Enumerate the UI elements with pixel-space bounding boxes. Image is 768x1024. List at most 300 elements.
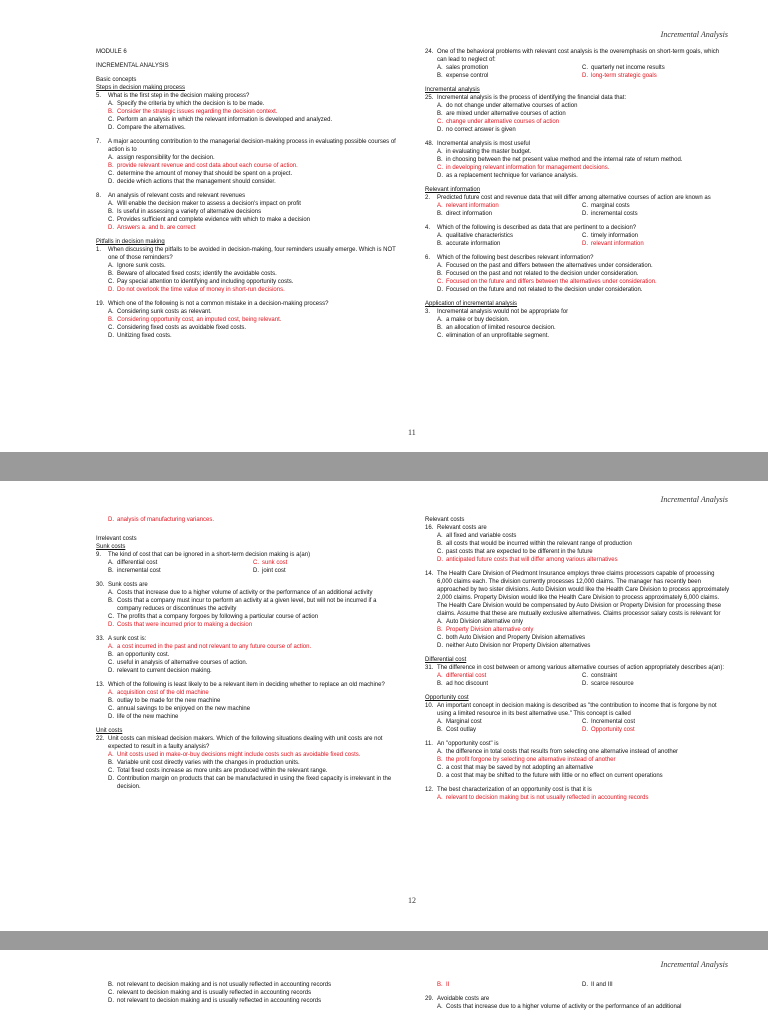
option-text: Costs that increase due to a higher volume of activity or the performance of an additional activity <box>117 590 373 596</box>
option <box>96 200 401 208</box>
question <box>425 702 730 734</box>
question <box>425 48 730 80</box>
option-text: Focused on the past and differs between the alternatives under consideration. <box>446 263 653 269</box>
answer-option <box>96 286 401 294</box>
option <box>96 332 401 340</box>
option-text: constraint <box>591 673 618 679</box>
question-stem <box>425 995 730 1003</box>
option-text: differential cost <box>446 673 487 679</box>
question-number: 7. <box>96 139 102 145</box>
options-row <box>425 672 730 680</box>
option <box>96 667 401 675</box>
option-text: annual savings to be enjoyed on the new machine <box>117 706 251 712</box>
option-letter: D. <box>108 125 114 131</box>
option-letter: B. <box>437 271 443 277</box>
option <box>96 713 401 721</box>
answer-option <box>437 672 582 680</box>
question-number: 12. <box>425 787 434 793</box>
option-text: Opportunity cost <box>591 727 635 733</box>
option <box>437 232 582 240</box>
option-letter: B. <box>437 241 443 247</box>
answer-option <box>425 118 730 126</box>
answer-option <box>96 621 401 629</box>
option-letter: A. <box>437 1004 443 1010</box>
question <box>425 995 730 1011</box>
option-text: joint cost <box>262 568 286 574</box>
question-number: 3. <box>425 309 431 315</box>
option-text: life of the new machine <box>117 714 179 720</box>
option-text: scarce resource <box>591 681 634 687</box>
option-letter: C. <box>437 119 443 125</box>
option-letter: B. <box>108 760 114 766</box>
question-text: Incremental analysis is the process of identifying the financial data that: <box>437 95 627 101</box>
question-text: The Health Care Division of Piedmont Insurance employs three claims processors capable of processing 6,000 claims each. The division currently processes 12,000 claims. The manager has recently been approached by two sister divisions. Auto Division would like the Health Care Division to process approximately 2,000 claims. Property Division would like the Health Care Division to process approximately 6,000 claims. The Health Care Division would be compensated by Auto Division or Property Division for processing these claims. Assume that these are mutually exclusive alternatives. Claims processor salary costs is relevant for <box>437 571 730 617</box>
option <box>96 208 401 216</box>
option-letter: A. <box>437 317 443 323</box>
question-stem <box>425 94 730 102</box>
option <box>437 726 582 734</box>
option <box>96 324 401 332</box>
question-number: 2. <box>425 195 431 201</box>
answer-option <box>96 643 401 651</box>
option <box>437 680 582 688</box>
option-text: sales promotion <box>446 65 489 71</box>
question-text: An important concept in decision making is described as "the contribution to income that is forgone by not using a limited resource in its best alternative use." This concept is called <box>437 703 717 717</box>
option-text: expense control <box>446 73 489 79</box>
option-letter: D. <box>437 557 443 563</box>
option-letter: D. <box>108 179 114 185</box>
option <box>96 759 401 767</box>
question-number: 25. <box>425 95 434 101</box>
option-letter: D. <box>437 287 443 293</box>
option <box>96 775 401 791</box>
option <box>108 567 253 575</box>
option-text: Answers a. and b. are correct <box>117 225 196 231</box>
option-letter: B. <box>108 317 114 323</box>
option-text: II <box>446 982 450 988</box>
option-text: anticipated future costs that will differ among various alternatives <box>446 557 618 563</box>
question-stem <box>425 786 730 794</box>
answer-option <box>425 556 730 564</box>
option <box>425 772 730 780</box>
option <box>437 240 582 248</box>
question <box>425 786 730 802</box>
question-stem <box>425 570 730 618</box>
option-letter: C. <box>437 765 443 771</box>
question-text: Sunk costs are <box>108 582 148 588</box>
option-letter: D. <box>108 225 114 231</box>
option <box>425 548 730 556</box>
answer-option <box>425 278 730 286</box>
option <box>96 116 401 124</box>
option <box>425 618 730 626</box>
option-letter: C. <box>582 719 588 725</box>
option <box>425 642 730 650</box>
left-column <box>96 48 401 340</box>
option-letter: A. <box>437 103 443 109</box>
option-text: a make or buy decision. <box>446 317 510 323</box>
answer-option <box>96 751 401 759</box>
options-row <box>425 726 730 734</box>
option-text: neither Auto Division nor Property Division alternatives <box>446 643 591 649</box>
option <box>96 597 401 613</box>
option-text: qualitative characteristics <box>446 233 514 239</box>
question-text: The best characterization of an opportunity cost is that it is <box>437 787 592 793</box>
question <box>425 224 730 248</box>
option <box>437 718 582 726</box>
option-text: Cost outlay <box>446 727 477 733</box>
option-letter: A. <box>437 533 443 539</box>
option <box>108 559 253 567</box>
option-letter: B. <box>108 982 114 988</box>
option <box>582 64 727 72</box>
option <box>425 102 730 110</box>
option-text: determine the amount of money that should be spent on a project. <box>117 171 293 177</box>
option-text: a cost that may be saved by not adopting an alternative <box>446 765 594 771</box>
answer-option <box>96 689 401 697</box>
option-letter: D. <box>582 241 588 247</box>
option-letter: C. <box>582 203 588 209</box>
options-row <box>425 718 730 726</box>
option-text: in choosing between the net present value method and the internal rate of return method. <box>446 157 683 163</box>
question-number: 48. <box>425 141 434 147</box>
option-text: Considering opportunity cost, an imputed cost, being relevant. <box>117 317 282 323</box>
option <box>96 697 401 705</box>
option-letter: C. <box>437 635 443 641</box>
options-row <box>425 64 730 72</box>
question-number: 29. <box>425 996 434 1002</box>
options-row <box>425 981 730 989</box>
option-text: Costs that a company must incur to perform an activity at a given level, but will not be incurred if a company reduces or discontinues the activity <box>117 598 377 612</box>
answer-option <box>96 108 401 116</box>
option <box>425 332 730 340</box>
question-stem <box>96 635 401 643</box>
option-letter: D. <box>108 333 114 339</box>
option <box>96 308 401 316</box>
subsection-heading: Pitfalls in decision making <box>96 239 165 245</box>
option-text: a cost incurred in the past and not relevant to any future course of action. <box>117 644 312 650</box>
question <box>425 254 730 294</box>
option <box>425 126 730 134</box>
option-letter: C. <box>108 325 114 331</box>
option <box>96 989 401 997</box>
option-letter: B. <box>437 982 443 988</box>
option-letter: B. <box>108 698 114 704</box>
question-stem <box>96 581 401 589</box>
question-number: 31. <box>425 665 434 671</box>
option-letter: C. <box>582 65 588 71</box>
question-stem <box>425 194 730 202</box>
question-text: One of the behavioral problems with relevant cost analysis is the overemphasis on short-term goals, which can lead to neglect of: <box>437 49 720 63</box>
option-text: Costs that were incurred prior to making a decision <box>117 622 253 628</box>
option <box>96 589 401 597</box>
answer-option <box>437 981 582 989</box>
option-text: Focused on the future and not related to the decision under consideration. <box>446 287 643 293</box>
answer-option <box>96 516 401 524</box>
question <box>425 570 730 650</box>
question-number: 16. <box>425 525 434 531</box>
options-row <box>96 567 401 575</box>
question-text: Unit costs can mislead decision makers. Which of the following situations dealing with unit costs are not expected to result in a faulty analysis? <box>108 736 383 750</box>
option-letter: C. <box>582 233 588 239</box>
question-stem <box>425 140 730 148</box>
question-number: 1. <box>96 247 102 253</box>
option-letter: A. <box>108 590 114 596</box>
option-letter: D. <box>437 173 443 179</box>
question <box>425 740 730 780</box>
option-text: the profit forgone by selecting one alternative instead of another <box>446 757 616 763</box>
option <box>96 981 401 989</box>
question <box>96 681 401 721</box>
subsection-heading: Sunk costs <box>96 544 126 550</box>
option-letter: D. <box>437 127 443 133</box>
option <box>582 672 727 680</box>
option-text: sunk cost <box>262 560 288 566</box>
left-column <box>96 516 401 791</box>
question <box>425 140 730 180</box>
question-stem <box>96 92 401 100</box>
option-letter: A. <box>437 65 443 71</box>
option-text: Property Division alternative only <box>446 627 534 633</box>
option-letter: D. <box>108 517 114 523</box>
option-letter: D. <box>108 668 114 674</box>
option-letter: B. <box>108 652 114 658</box>
question-number: 33. <box>96 636 105 642</box>
option-text: all costs that would be incurred within the relevant range of production <box>446 541 632 547</box>
option <box>425 540 730 548</box>
option <box>425 316 730 324</box>
option-text: Contribution margin on products that can be manufactured in using the fixed capacity is irrelevant in the decision. <box>117 776 392 790</box>
option-text: Perform an analysis in which the relevant information is developed and analyzed. <box>117 117 333 123</box>
option <box>425 148 730 156</box>
option-letter: B. <box>108 598 114 604</box>
option <box>96 651 401 659</box>
question <box>96 300 401 340</box>
answer-option <box>582 72 727 80</box>
question-stem <box>425 224 730 232</box>
option <box>425 324 730 332</box>
question-number: 14. <box>425 571 434 577</box>
option-text: useful in analysis of alternative courses of action. <box>117 660 248 666</box>
option-text: Considering sunk costs as relevant. <box>117 309 212 315</box>
question-stem <box>425 664 730 672</box>
option-letter: A. <box>437 263 443 269</box>
option-text: Consider the strategic issues regarding the decision context. <box>117 109 278 115</box>
option-text: Considering fixed costs as avoidable fixed costs. <box>117 325 247 331</box>
option-text: relevant information <box>591 241 644 247</box>
option-letter: B. <box>437 757 443 763</box>
option-letter: A. <box>108 752 114 758</box>
question <box>96 635 401 675</box>
option-text: direct information <box>446 211 493 217</box>
answer-option <box>96 162 401 170</box>
option <box>582 680 727 688</box>
option-letter: B. <box>437 727 443 733</box>
running-header: Incremental Analysis <box>660 495 728 504</box>
option-letter: D. <box>108 287 114 293</box>
option-text: marginal costs <box>591 203 630 209</box>
spacer <box>96 524 401 535</box>
option <box>425 110 730 118</box>
question-stem <box>96 551 401 559</box>
question-stem <box>96 138 401 154</box>
option <box>96 124 401 132</box>
question-stem <box>96 681 401 689</box>
option <box>425 286 730 294</box>
running-header: Incremental Analysis <box>660 30 728 39</box>
option-letter: D. <box>582 681 588 687</box>
option <box>96 705 401 713</box>
subsection-heading: Differential cost <box>425 657 467 663</box>
option <box>425 172 730 180</box>
option-text: accurate information <box>446 241 501 247</box>
option-letter: A. <box>437 673 443 679</box>
question-number: 22. <box>96 736 105 742</box>
option-letter: D. <box>582 982 588 988</box>
option-letter: C. <box>582 673 588 679</box>
option-text: differential cost <box>117 560 158 566</box>
subsection-heading: Application of incremental analysis <box>425 301 518 307</box>
option-text: Specify the criteria by which the decision is to be made. <box>117 101 265 107</box>
answer-option <box>425 794 730 802</box>
option-letter: A. <box>108 263 114 269</box>
option <box>96 997 401 1005</box>
question-number: 30. <box>96 582 105 588</box>
question-text: An analysis of relevant costs and relevant revenues <box>108 193 246 199</box>
question-stem <box>96 246 401 262</box>
option <box>425 748 730 756</box>
option <box>425 156 730 164</box>
option <box>437 72 582 80</box>
option-letter: C. <box>108 117 114 123</box>
option <box>425 1003 730 1011</box>
option-letter: B. <box>108 568 114 574</box>
option-text: Auto Division alternative only <box>446 619 524 625</box>
question <box>96 581 401 629</box>
option-letter: C. <box>108 614 114 620</box>
option-letter: D. <box>582 73 588 79</box>
option <box>582 232 727 240</box>
question-stem <box>425 48 730 64</box>
question-text: Predicted future cost and revenue data that will differ among alternative courses of action are known as <box>437 195 711 201</box>
option-text: relevant information <box>446 203 499 209</box>
option <box>425 262 730 270</box>
option-letter: A. <box>437 619 443 625</box>
page-number: 12 <box>408 896 416 905</box>
option-text: incremental costs <box>591 211 638 217</box>
option-letter: B. <box>437 541 443 547</box>
option <box>582 210 727 218</box>
option-text: The profits that a company forgoes by following a particular course of action <box>117 614 319 620</box>
option-letter: A. <box>437 719 443 725</box>
option-text: Unitizing fixed costs. <box>117 333 172 339</box>
option-letter: A. <box>108 644 114 650</box>
option <box>425 532 730 540</box>
option-text: incremental cost <box>117 568 161 574</box>
option-letter: A. <box>437 203 443 209</box>
option-letter: D. <box>108 998 114 1004</box>
page-number: 11 <box>408 428 416 437</box>
option-text: an opportunity cost. <box>117 652 170 658</box>
answer-option <box>96 224 401 232</box>
option-text: an allocation of limited resource decision. <box>446 325 556 331</box>
section-heading: Irrelevant costs <box>96 536 137 542</box>
option-letter: C. <box>437 165 443 171</box>
question-number: 19. <box>96 301 105 307</box>
option-letter: B. <box>437 681 443 687</box>
option-text: relevant to current decision making. <box>117 668 212 674</box>
option-text: Compare the alternatives. <box>117 125 186 131</box>
option-letter: B. <box>437 157 443 163</box>
options-row <box>425 232 730 240</box>
option-text: in evaluating the master budget. <box>446 149 532 155</box>
option-letter: A. <box>108 201 114 207</box>
option-letter: A. <box>108 101 114 107</box>
option-text: Ignore sunk costs. <box>117 263 166 269</box>
option-text: Is useful in assessing a variety of alternative decisions <box>117 209 262 215</box>
option-letter: C. <box>108 660 114 666</box>
option-text: no correct answer is given <box>446 127 516 133</box>
option <box>96 216 401 224</box>
running-header: Incremental Analysis <box>660 960 728 969</box>
option-text: Focused on the past and not related to the decision under consideration. <box>446 271 639 277</box>
option-letter: D. <box>108 714 114 720</box>
right-column <box>425 48 730 340</box>
option-letter: C. <box>437 333 443 339</box>
question <box>425 308 730 340</box>
question-text: Incremental analysis is most useful <box>437 141 531 147</box>
option-letter: A. <box>108 690 114 696</box>
question-number: 5. <box>96 93 102 99</box>
option-letter: B. <box>108 209 114 215</box>
option-text: not relevant to decision making and is usually reflected in accounting records <box>117 998 322 1004</box>
answer-option <box>582 726 727 734</box>
question-text: The difference in cost between or among various alternative courses of action appropriately describes a(an): <box>437 665 725 671</box>
question-text: The kind of cost that can be ignored in a short-term decision making is a(an) <box>108 552 311 558</box>
option-text: as a replacement technique for variance analysis. <box>446 173 578 179</box>
option-text: a cost that may be shifted to the future with little or no effect on current operations <box>446 773 663 779</box>
option-text: Beware of allocated fixed costs; identify the avoidable costs. <box>117 271 277 277</box>
document-page <box>0 481 768 931</box>
option-text: Pay special attention to identifying and including opportunity costs. <box>117 279 294 285</box>
option-letter: C. <box>437 549 443 555</box>
option-text: relevant to decision making but is not usually reflected in accounting records <box>446 795 649 801</box>
document-page <box>0 0 768 452</box>
option-letter: C. <box>108 768 114 774</box>
answer-option <box>437 202 582 210</box>
options-row <box>425 210 730 218</box>
question-number: 24. <box>425 49 434 55</box>
option-text: in developing relevant information for management decisions. <box>446 165 610 171</box>
option-text: both Auto Division and Property Division alternatives <box>446 635 586 641</box>
answer-option <box>582 240 727 248</box>
option-letter: A. <box>108 155 114 161</box>
question-stem <box>96 192 401 200</box>
option-text: Total fixed costs increase as more units are produced within the relevant range. <box>117 768 328 774</box>
question-text: A major accounting contribution to the managerial decision-making process in evaluating possible courses of action is to <box>108 139 396 153</box>
answer-option <box>96 316 401 324</box>
section-heading: INCREMENTAL ANALYSIS <box>96 63 169 69</box>
question-number: 11. <box>425 741 433 747</box>
question-stem <box>425 308 730 316</box>
answer-option <box>253 559 398 567</box>
options-row <box>425 680 730 688</box>
option-text: the difference in total costs that results from selecting one alternative instead of another <box>446 749 679 755</box>
option-text: acquisition cost of the old machine <box>117 690 209 696</box>
option-letter: A. <box>437 233 443 239</box>
option-letter: B. <box>108 271 114 277</box>
option-letter: B. <box>437 627 443 633</box>
